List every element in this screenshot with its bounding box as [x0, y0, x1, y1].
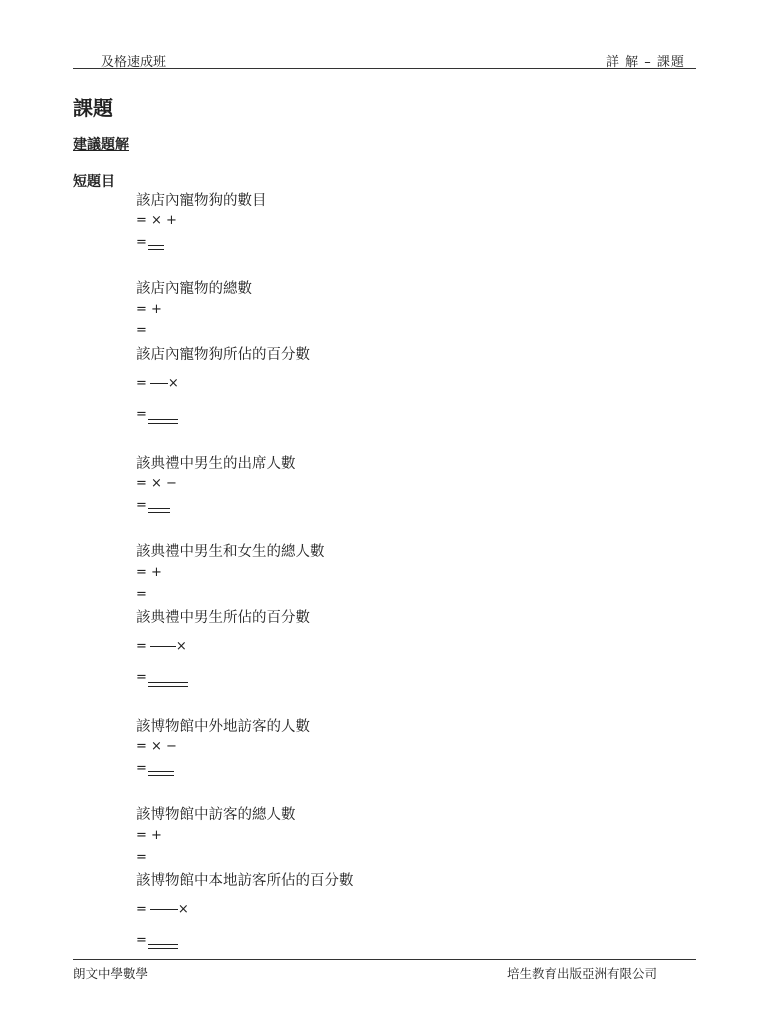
problem-4-answer-rule — [148, 508, 170, 513]
problem-6-equals: = — [136, 639, 147, 654]
footer-book-series: 朗文中學數學 — [73, 966, 149, 981]
problem-7-answer-rule — [148, 771, 174, 776]
problem-7-line-2: = — [136, 761, 147, 776]
problem-5-line-1: = + — [136, 565, 162, 580]
problem-4-description: 該典禮中男生的出席人數 — [136, 456, 296, 472]
problem-6-fraction-bar — [150, 646, 176, 647]
problem-8-description: 該博物館中訪客的總人數 — [136, 807, 296, 823]
problem-3-fraction-bar — [150, 383, 168, 384]
problem-8-line-1: = + — [136, 828, 162, 843]
problem-1-description: 該店內寵物狗的數目 — [136, 193, 267, 209]
problem-5-line-2: = — [136, 587, 147, 602]
footer-publisher: 培生教育出版亞洲有限公司 — [507, 966, 658, 981]
problem-1-line-1: = × + — [136, 213, 177, 228]
problem-7-line-1: = × − — [136, 739, 177, 754]
problem-9-times: × — [177, 902, 189, 917]
subtitle-suggested-solutions: 建議題解 — [73, 137, 129, 153]
problem-8-line-2: = — [136, 850, 147, 865]
header-book-name: 及格速成班 — [101, 55, 167, 70]
problem-1-line-2: = — [136, 235, 147, 250]
problem-4-line-2: = — [136, 498, 147, 513]
problem-2-line-1: = + — [136, 302, 162, 317]
footer-rule — [73, 959, 696, 960]
problem-3-line-2: = — [136, 407, 147, 422]
problem-9-line-1 — [136, 902, 189, 917]
problem-7-description: 該博物館中外地訪客的人數 — [136, 719, 310, 735]
problem-6-line-1 — [136, 639, 187, 654]
page-title: 課題 — [73, 96, 113, 120]
header-section-name: 詳 解 – 課題 — [606, 55, 685, 70]
problem-2-description: 該店內寵物的總數 — [136, 281, 252, 297]
section-short-questions: 短題目 — [73, 174, 115, 190]
problem-6-line-2: = — [136, 670, 147, 685]
problem-3-equals: = — [136, 376, 147, 391]
problem-9-equals: = — [136, 902, 147, 917]
problem-9-fraction-bar — [150, 909, 178, 910]
problem-4-line-1: = × − — [136, 476, 177, 491]
problem-9-line-2: = — [136, 933, 147, 948]
problem-3-description: 該店內寵物狗所佔的百分數 — [136, 347, 310, 363]
problem-3-line-1 — [136, 376, 179, 391]
problem-6-description: 該典禮中男生所佔的百分數 — [136, 610, 310, 626]
problem-6-answer-rule — [148, 682, 188, 687]
problem-2-line-2: = — [136, 323, 147, 338]
problem-5-description: 該典禮中男生和女生的總人數 — [136, 544, 325, 560]
problem-9-description: 該博物館中本地訪客所佔的百分數 — [136, 873, 354, 889]
problem-9-answer-rule — [148, 944, 178, 949]
header-rule — [73, 68, 696, 69]
problem-1-answer-rule — [148, 245, 164, 250]
problem-3-answer-rule — [148, 419, 178, 424]
problem-3-times: × — [167, 376, 179, 391]
problem-6-times: × — [175, 639, 187, 654]
